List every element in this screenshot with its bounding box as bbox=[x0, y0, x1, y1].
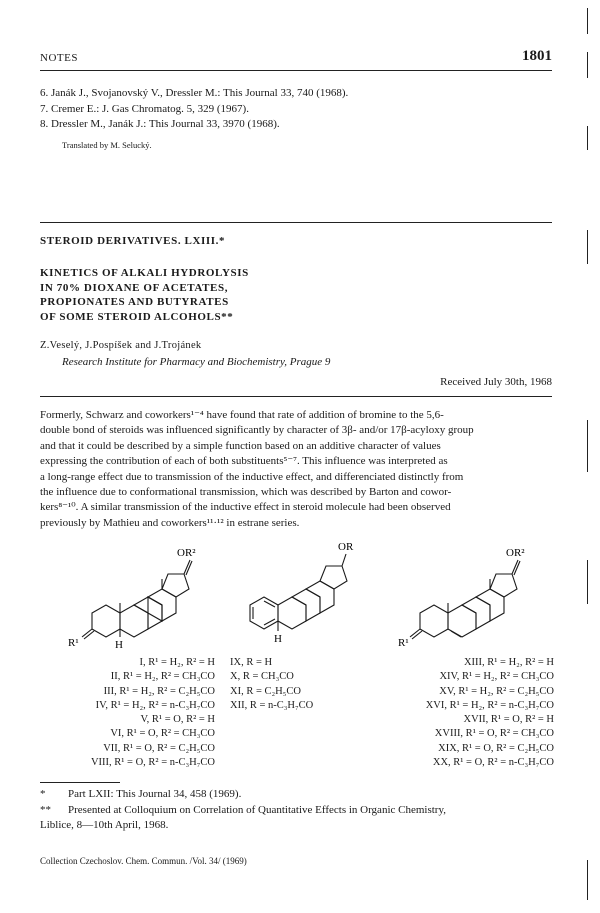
compound-entry: XVII, R¹ = O, R² = H bbox=[463, 714, 554, 726]
body-line: a long-range effect due to transmission of the inductive effect, and differenciated distinctly from bbox=[40, 470, 464, 483]
header-rule bbox=[40, 70, 552, 71]
steroid-structure-middle bbox=[242, 538, 372, 653]
footnote bbox=[40, 803, 552, 819]
section-rule bbox=[40, 222, 552, 223]
structure-label: H bbox=[274, 633, 282, 645]
article-title-line: IN 70% DIOXANE OF ACETATES, bbox=[40, 281, 229, 294]
affiliation: Research Institute for Pharmacy and Biochemistry, Prague 9 bbox=[62, 356, 331, 368]
steroid-skeleton-drawing bbox=[62, 538, 222, 653]
compound-entry: XIII, R¹ = H₂, R² = H bbox=[463, 657, 554, 668]
footnote bbox=[40, 818, 552, 834]
journal-footer: Collection Czechoslov. Chem. Commun. /Vol. 34/ (1969) bbox=[40, 856, 247, 866]
footnote-rule bbox=[40, 782, 120, 783]
structure-label: OR bbox=[338, 541, 354, 553]
page-edge-line bbox=[587, 560, 588, 604]
compound-entry: III, R¹ = H₂, R² = C₂H₅CO bbox=[103, 685, 215, 697]
footnote-text: Part LXII: This Journal 34, 458 (1969). bbox=[68, 788, 242, 800]
footnote-text: Presented at Colloquium on Correlation of Quantitative Effects in Organic Chemistry, bbox=[68, 803, 446, 816]
footnote bbox=[40, 787, 552, 803]
compound-entry: XII, R = n-C₃H₇CO bbox=[230, 699, 314, 711]
footnote-text: Liblice, 8—10th April, 1968. bbox=[40, 819, 169, 831]
compound-list-right bbox=[372, 656, 554, 770]
compound-entry: XIV, R¹ = H₂, R² = CH₃CO bbox=[439, 671, 554, 683]
compound-entry: XVIII, R¹ = O, R² = CH₃CO bbox=[434, 728, 554, 740]
compound-entry: XVI, R¹ = H₂, R² = n-C₃H₇CO bbox=[425, 699, 554, 711]
page-edge-line bbox=[587, 860, 588, 900]
body-line: previously by Mathieu and coworkers¹¹·¹² in estrane series. bbox=[40, 516, 300, 529]
page-number: 1801 bbox=[522, 48, 552, 64]
translator-credit: Translated by M. Selucký. bbox=[62, 140, 152, 150]
structure-label: OR² bbox=[506, 547, 525, 559]
steroid-structure-right bbox=[398, 538, 558, 653]
reference-item: 7. Cremer E.: J. Gas Chromatog. 5, 329 (1967). bbox=[40, 102, 249, 115]
compound-entry: VII, R¹ = O, R² = C₂H₅CO bbox=[103, 742, 215, 754]
footnote-mark: * bbox=[40, 788, 46, 800]
body-line: double bond of steroids was influenced significantly by character of 3β- and/or 17β-acyloxy group bbox=[40, 424, 474, 437]
footnotes bbox=[40, 787, 552, 834]
compound-entry: VI, R¹ = O, R² = CH₃CO bbox=[110, 728, 215, 740]
structure-label: R¹ bbox=[398, 637, 409, 649]
article-title-line: OF SOME STEROID ALCOHOLS** bbox=[40, 310, 234, 323]
page-header bbox=[40, 48, 552, 68]
steroid-skeleton-drawing bbox=[398, 538, 558, 653]
compound-entry: XV, R¹ = H₂, R² = C₂H₅CO bbox=[439, 685, 554, 697]
reference-item: 8. Dressler M., Janák J.: This Journal 33, 3970 (1968). bbox=[40, 118, 280, 130]
body-line: Formerly, Schwarz and coworkers¹⁻⁴ have found that rate of addition of bromine to the 5,6- bbox=[40, 409, 444, 421]
body-line: the influence due to conformational transmission, which was described by Barton and cowor- bbox=[40, 486, 452, 499]
article-title-line: PROPIONATES AND BUTYRATES bbox=[40, 296, 229, 308]
compound-entry: II, R¹ = H₂, R² = CH₃CO bbox=[110, 671, 215, 683]
compound-entry: VIII, R¹ = O, R² = n-C₃H₇CO bbox=[90, 757, 215, 769]
compound-entry: I, R¹ = H₂, R² = H bbox=[139, 657, 215, 668]
structure-label: H bbox=[115, 639, 123, 651]
reference-item: 6. Janák J., Svojanovský V., Dressler M.: This Journal 33, 740 (1968). bbox=[40, 87, 349, 99]
steroid-skeleton-drawing bbox=[242, 538, 372, 653]
steroid-structure-left bbox=[62, 538, 222, 653]
body-text bbox=[40, 408, 552, 531]
compound-entry: IV, R¹ = H₂, R² = n-C₃H₇CO bbox=[95, 699, 215, 711]
body-line: and that it could be described by a simple function based on an additive character of values bbox=[40, 439, 441, 452]
structure-label: R¹ bbox=[68, 637, 79, 649]
authors: Z.Veselý, J.Pospíšek and J.Trojánek bbox=[40, 340, 202, 351]
compound-entry: XX, R¹ = O, R² = n-C₃H₇CO bbox=[432, 757, 554, 769]
article-title-line: KINETICS OF ALKALI HYDROLYSIS bbox=[40, 267, 249, 279]
compound-entry: X, R = CH₃CO bbox=[230, 671, 294, 683]
compound-list-left bbox=[40, 656, 215, 770]
article-title bbox=[40, 266, 249, 324]
page-edge-line bbox=[587, 8, 588, 34]
section-title: STEROID DERIVATIVES. LXIII.* bbox=[40, 235, 226, 247]
compound-list-middle bbox=[230, 656, 360, 713]
page-edge-line bbox=[587, 230, 588, 264]
page-edge-line bbox=[587, 126, 588, 150]
compound-entry: V, R¹ = O, R² = H bbox=[140, 714, 215, 726]
compound-entry: XI, R = C₂H₅CO bbox=[230, 685, 301, 697]
body-rule bbox=[40, 396, 552, 397]
compound-entry: XIX, R¹ = O, R² = C₂H₅CO bbox=[438, 742, 554, 754]
page-edge-line bbox=[587, 52, 588, 78]
reference-list bbox=[40, 86, 552, 133]
body-line: expressing the contribution of each of both substituents⁵⁻⁷. This influence was interpreted as bbox=[40, 455, 448, 468]
body-line: kers⁸⁻¹⁰. A similar transmission of the inductive effect in steroid molecule had been observed bbox=[40, 501, 451, 514]
received-date: Received July 30th, 1968 bbox=[440, 376, 552, 388]
page-edge-line bbox=[587, 420, 588, 472]
running-head: NOTES bbox=[40, 52, 78, 64]
footnote-mark: ** bbox=[40, 803, 51, 816]
structure-label: OR² bbox=[177, 547, 196, 559]
compound-entry: IX, R = H bbox=[230, 657, 273, 668]
